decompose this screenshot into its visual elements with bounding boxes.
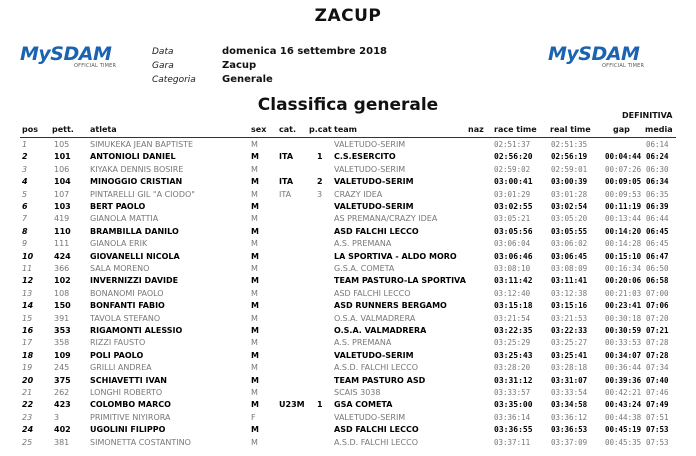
row-team: O.S.A. VALMADRERA xyxy=(334,313,416,323)
row-pett: 105 xyxy=(54,140,70,149)
row-real-time: 03:00:39 xyxy=(551,177,588,187)
table-row xyxy=(20,412,676,423)
row-race-time: 03:00:41 xyxy=(494,177,533,187)
table-row xyxy=(20,201,676,212)
row-real-time: 03:06:02 xyxy=(551,239,588,249)
row-atleta: BERT PAOLO xyxy=(90,202,146,211)
row-team: C.S.ESERCITO xyxy=(334,152,396,162)
row-pos: 5 xyxy=(22,189,28,199)
table-row xyxy=(20,139,676,150)
row-team: G.S.A. COMETA xyxy=(334,264,395,273)
row-pos: 21 xyxy=(22,388,33,397)
row-gap: 00:45:19 xyxy=(605,425,642,435)
row-race-time: 03:25:43 xyxy=(494,350,533,360)
row-sex: M xyxy=(251,363,258,373)
row-pos: 9 xyxy=(22,239,28,249)
row-sex: M xyxy=(251,152,259,162)
row-team: O.S.A. VALMADRERA xyxy=(334,326,427,335)
row-pos: 13 xyxy=(22,288,33,298)
row-sex: M xyxy=(251,375,259,385)
row-team: ASD FALCHI LECCO xyxy=(334,226,419,236)
row-team: GSA COMETA xyxy=(334,400,393,410)
table-row xyxy=(20,288,676,299)
row-atleta: BRAMBILLA DANILO xyxy=(90,226,179,236)
row-media: 07:40 xyxy=(646,375,669,385)
row-gap: 00:14:20 xyxy=(605,226,642,236)
row-gap: 00:34:07 xyxy=(605,350,642,360)
row-pos: 8 xyxy=(22,226,28,236)
row-real-time: 03:22:33 xyxy=(551,326,588,335)
row-race-time: 03:12:40 xyxy=(494,288,531,298)
row-race-time: 02:59:02 xyxy=(494,164,531,174)
header-divider xyxy=(20,137,676,138)
row-media: 07:53 xyxy=(646,425,669,435)
row-media: 06:39 xyxy=(646,202,669,211)
row-pett: 381 xyxy=(54,437,70,447)
row-pett: 104 xyxy=(54,177,71,187)
row-atleta: SALA MORENO xyxy=(90,264,150,273)
row-pett: 424 xyxy=(54,251,71,261)
row-race-time: 03:25:29 xyxy=(494,338,531,348)
row-gap: 00:44:38 xyxy=(605,412,642,422)
row-cat: U23M xyxy=(279,400,305,410)
row-gap: 00:14:28 xyxy=(605,239,642,249)
table-row xyxy=(20,151,676,162)
row-pos: 20 xyxy=(22,375,34,385)
row-media: 07:28 xyxy=(646,350,669,360)
row-pett: 106 xyxy=(54,164,70,174)
status-label: DEFINITIVA xyxy=(622,111,673,120)
table-row xyxy=(20,387,676,398)
row-sex: M xyxy=(251,425,259,435)
row-media: 07:20 xyxy=(646,313,669,323)
row-sex: M xyxy=(251,288,258,298)
row-media: 07:21 xyxy=(646,326,669,335)
table-header xyxy=(0,125,696,137)
row-gap: 00:36:44 xyxy=(605,363,642,373)
row-team: TEAM PASTURO ASD xyxy=(334,375,426,385)
table-row xyxy=(20,424,676,435)
row-atleta: GRILLI ANDREA xyxy=(90,363,152,373)
col-sex: sex xyxy=(251,125,267,134)
row-gap: 00:33:53 xyxy=(605,338,642,348)
col-cat: cat. xyxy=(279,125,297,134)
row-atleta: COLOMBO MARCO xyxy=(90,400,171,410)
row-team: ASD FALCHI LECCO xyxy=(334,288,411,298)
row-pett: 358 xyxy=(54,338,70,348)
row-media: 07:49 xyxy=(646,400,669,410)
row-pett: 402 xyxy=(54,425,71,435)
row-media: 07:00 xyxy=(646,288,669,298)
row-media: 06:24 xyxy=(646,152,669,162)
row-cat: ITA xyxy=(279,177,294,187)
ranking-title: Classifica generale xyxy=(257,95,439,115)
row-atleta: RIGAMONTI ALESSIO xyxy=(90,326,183,335)
row-atleta: BONANOMI PAOLO xyxy=(90,288,164,298)
row-race-time: 03:08:10 xyxy=(494,264,531,273)
row-pett: 353 xyxy=(54,326,71,335)
row-pos: 25 xyxy=(22,437,33,447)
page-title: ZACUP xyxy=(314,6,382,26)
row-team: ASD FALCHI LECCO xyxy=(334,425,419,435)
row-pett: 245 xyxy=(54,363,70,373)
row-sex: M xyxy=(251,276,259,286)
table-row xyxy=(20,375,676,386)
row-real-time: 02:56:19 xyxy=(551,152,588,162)
row-atleta: SIMONETTA COSTANTINO xyxy=(90,437,191,447)
row-race-time: 03:33:57 xyxy=(494,388,531,397)
table-row xyxy=(20,399,676,410)
row-atleta: ANTONIOLI DANIEL xyxy=(90,152,176,162)
logo-wordmark: MySDAM xyxy=(548,43,640,65)
row-sex: M xyxy=(251,313,258,323)
row-real-time: 03:36:53 xyxy=(551,425,588,435)
row-pos: 14 xyxy=(22,301,34,311)
row-sex: M xyxy=(251,326,259,335)
col-gap: gap xyxy=(613,125,630,134)
row-pett: 108 xyxy=(54,288,70,298)
col-race-time: race time xyxy=(494,125,537,134)
row-pcat: 1 xyxy=(317,152,323,162)
row-race-time: 03:37:11 xyxy=(494,437,531,447)
row-pos: 12 xyxy=(22,276,34,286)
row-pos: 16 xyxy=(22,326,34,335)
table-row xyxy=(20,337,676,348)
row-media: 06:35 xyxy=(646,189,669,199)
row-pcat: 3 xyxy=(317,189,323,199)
meta-label-gara: Gara xyxy=(152,61,174,71)
row-race-time: 02:51:37 xyxy=(494,140,531,149)
row-team: AS PREMANA/CRAZY IDEA xyxy=(334,214,438,224)
row-gap: 00:11:19 xyxy=(605,202,642,211)
col-atleta: atleta xyxy=(90,125,117,134)
row-race-time: 03:06:04 xyxy=(494,239,531,249)
row-team: TEAM PASTURO-LA SPORTIVA xyxy=(334,276,466,286)
row-gap: 00:16:34 xyxy=(605,264,642,273)
row-team: A.S.D. FALCHI LECCO xyxy=(334,437,419,447)
row-team: VALETUDO-SERIM xyxy=(334,164,406,174)
row-team: A.S. PREMANA xyxy=(334,338,392,348)
row-atleta: UGOLINI FILIPPO xyxy=(90,425,166,435)
row-real-time: 03:02:54 xyxy=(551,202,588,211)
table-row xyxy=(20,437,676,448)
row-race-time: 03:01:29 xyxy=(494,189,531,199)
row-race-time: 03:36:55 xyxy=(494,425,533,435)
row-pos: 15 xyxy=(22,313,33,323)
table-row xyxy=(20,350,676,361)
row-media: 07:46 xyxy=(646,388,669,397)
row-pett: 262 xyxy=(54,388,70,397)
row-pett: 101 xyxy=(54,152,71,162)
row-gap: 00:09:05 xyxy=(605,177,642,187)
row-sex: M xyxy=(251,239,258,249)
logo-subtitle: OFFICIAL TIMER xyxy=(74,63,117,69)
row-pos: 2 xyxy=(22,152,28,162)
row-atleta: GIANOLA ERIK xyxy=(90,239,148,249)
row-team: LA SPORTIVA - ALDO MORO xyxy=(334,251,457,261)
row-atleta: SIMUKEKA JEAN BAPTISTE xyxy=(90,140,194,149)
row-sex: M xyxy=(251,202,259,211)
row-pett: 102 xyxy=(54,276,71,286)
row-real-time: 03:08:09 xyxy=(551,264,588,273)
col-pos: pos xyxy=(22,125,38,134)
row-race-time: 03:15:18 xyxy=(494,301,533,311)
row-media: 06:34 xyxy=(646,177,669,187)
mysdam-logo-left xyxy=(20,44,138,70)
row-real-time: 03:15:16 xyxy=(551,301,588,311)
row-race-time: 02:56:20 xyxy=(494,152,533,162)
logo-subtitle: OFFICIAL TIMER xyxy=(602,63,645,69)
row-race-time: 03:05:21 xyxy=(494,214,531,224)
row-gap: 00:07:26 xyxy=(605,164,642,174)
row-pos: 3 xyxy=(22,164,28,174)
row-real-time: 03:33:54 xyxy=(551,388,588,397)
row-sex: M xyxy=(251,301,259,311)
row-team: CRAZY IDEA xyxy=(334,189,383,199)
row-media: 06:45 xyxy=(646,239,669,249)
meta-value-data: domenica 16 settembre 2018 xyxy=(222,46,388,57)
row-atleta: PINTARELLI GIL "A CIODO" xyxy=(90,189,195,199)
row-pos: 18 xyxy=(22,350,34,360)
row-race-time: 03:35:00 xyxy=(494,400,533,410)
row-pos: 22 xyxy=(22,400,34,410)
row-real-time: 03:36:12 xyxy=(551,412,588,422)
row-media: 06:30 xyxy=(646,164,669,174)
table-row xyxy=(20,263,676,274)
row-real-time: 03:21:53 xyxy=(551,313,588,323)
row-race-time: 03:36:14 xyxy=(494,412,531,422)
row-pos: 4 xyxy=(22,177,28,187)
row-pos: 1 xyxy=(22,140,28,149)
row-team: ASD RUNNERS BERGAMO xyxy=(334,301,447,311)
row-media: 06:44 xyxy=(646,214,669,224)
row-real-time: 03:34:58 xyxy=(551,400,588,410)
row-media: 07:06 xyxy=(646,301,669,311)
row-race-time: 03:05:56 xyxy=(494,226,533,236)
row-media: 07:28 xyxy=(646,338,669,348)
col-pcat: p.cat xyxy=(309,125,332,134)
row-atleta: SCHIAVETTI IVAN xyxy=(90,375,167,385)
row-team: A.S.D. FALCHI LECCO xyxy=(334,363,419,373)
row-atleta: GIANOLA MATTIA xyxy=(90,214,159,224)
col-naz: naz xyxy=(468,125,484,134)
table-row xyxy=(20,238,676,249)
col-media: media xyxy=(645,125,673,134)
mysdam-logo-right xyxy=(548,44,666,70)
row-team: VALETUDO-SERIM xyxy=(334,202,414,211)
row-team: SCAIS 3038 xyxy=(334,388,381,397)
row-atleta: GIOVANELLI NICOLA xyxy=(90,251,180,261)
row-real-time: 03:31:07 xyxy=(551,375,588,385)
row-pett: 391 xyxy=(54,313,70,323)
row-real-time: 02:59:01 xyxy=(551,164,588,174)
row-pett: 366 xyxy=(54,264,70,273)
row-pett: 419 xyxy=(54,214,70,224)
row-race-time: 03:28:20 xyxy=(494,363,531,373)
row-race-time: 03:06:46 xyxy=(494,251,533,261)
row-real-time: 02:51:35 xyxy=(551,140,588,149)
row-media: 07:51 xyxy=(646,412,669,422)
row-pcat: 2 xyxy=(317,177,323,187)
table-row xyxy=(20,176,676,187)
row-sex: M xyxy=(251,140,258,149)
row-media: 06:14 xyxy=(646,140,669,149)
row-pos: 6 xyxy=(22,202,28,211)
row-real-time: 03:05:20 xyxy=(551,214,588,224)
row-real-time: 03:37:09 xyxy=(551,437,588,447)
row-media: 06:58 xyxy=(646,276,669,286)
row-gap: 00:09:53 xyxy=(605,189,642,199)
row-pos: 10 xyxy=(22,251,34,261)
row-pett: 150 xyxy=(54,301,71,311)
row-pos: 11 xyxy=(22,264,33,273)
row-gap: 00:42:21 xyxy=(605,388,642,397)
row-team: VALETUDO-SERIM xyxy=(334,177,414,187)
row-atleta: POLI PAOLO xyxy=(90,350,144,360)
meta-label-categoria: Categoria xyxy=(152,75,196,85)
row-gap: 00:21:03 xyxy=(605,288,642,298)
row-pett: 423 xyxy=(54,400,71,410)
col-pett: pett. xyxy=(52,125,74,134)
row-atleta: LONGHI ROBERTO xyxy=(90,388,163,397)
row-team: VALETUDO-SERIM xyxy=(334,350,414,360)
row-media: 07:53 xyxy=(646,437,669,447)
row-sex: M xyxy=(251,251,259,261)
col-team: team xyxy=(334,125,357,134)
row-real-time: 03:25:27 xyxy=(551,338,588,348)
table-row xyxy=(20,313,676,324)
row-pett: 375 xyxy=(54,375,71,385)
table-row xyxy=(20,189,676,200)
row-pos: 7 xyxy=(22,214,28,224)
row-real-time: 03:11:41 xyxy=(551,276,588,286)
row-gap: 00:15:10 xyxy=(605,251,642,261)
row-gap: 00:43:24 xyxy=(605,400,642,410)
row-real-time: 03:28:18 xyxy=(551,363,588,373)
row-sex: M xyxy=(251,400,259,410)
row-gap: 00:20:06 xyxy=(605,276,642,286)
row-pos: 17 xyxy=(22,338,33,348)
row-gap: 00:04:44 xyxy=(605,152,642,162)
col-real-time: real time xyxy=(550,125,591,134)
row-gap: 00:23:41 xyxy=(605,301,642,311)
row-atleta: RIZZI FAUSTO xyxy=(90,338,146,348)
row-gap: 00:30:59 xyxy=(605,326,642,335)
row-sex: M xyxy=(251,350,259,360)
logo-wordmark: MySDAM xyxy=(20,43,112,65)
row-team: A.S. PREMANA xyxy=(334,239,392,249)
row-sex: M xyxy=(251,437,258,447)
meta-label-data: Data xyxy=(152,47,174,57)
row-atleta: BONFANTI FABIO xyxy=(90,301,165,311)
row-cat: ITA xyxy=(279,152,294,162)
row-sex: M xyxy=(251,264,258,273)
row-gap: 00:30:18 xyxy=(605,313,642,323)
meta-value-gara: Zacup xyxy=(222,60,257,71)
row-gap: 00:39:36 xyxy=(605,375,642,385)
row-pos: 19 xyxy=(22,363,33,373)
row-pos: 24 xyxy=(22,425,34,435)
row-real-time: 03:12:38 xyxy=(551,288,588,298)
row-atleta: MINOGGIO CRISTIAN xyxy=(90,177,183,187)
row-atleta: PRIMITIVE NIYIRORA xyxy=(90,412,171,422)
row-sex: M xyxy=(251,338,258,348)
row-pett: 111 xyxy=(54,239,70,249)
row-gap: 00:13:44 xyxy=(605,214,642,224)
row-pett: 3 xyxy=(54,412,60,422)
row-atleta: INVERNIZZI DAVIDE xyxy=(90,276,179,286)
row-sex: M xyxy=(251,214,258,224)
row-race-time: 03:31:12 xyxy=(494,375,533,385)
row-media: 06:50 xyxy=(646,264,669,273)
table-row xyxy=(20,164,676,175)
row-race-time: 03:11:42 xyxy=(494,276,533,286)
row-atleta: KIYAKA DENNIS BOSIRE xyxy=(90,164,184,174)
row-sex: M xyxy=(251,189,258,199)
table-row xyxy=(20,226,676,237)
table-row xyxy=(20,325,676,336)
table-row xyxy=(20,300,676,311)
row-sex: M xyxy=(251,164,258,174)
row-pcat: 1 xyxy=(317,400,323,410)
row-atleta: TAVOLA STEFANO xyxy=(90,313,161,323)
row-sex: M xyxy=(251,388,258,397)
row-sex: F xyxy=(251,412,256,422)
row-media: 07:34 xyxy=(646,363,669,373)
table-row xyxy=(20,213,676,224)
row-pett: 103 xyxy=(54,202,71,211)
row-media: 06:47 xyxy=(646,251,669,261)
row-race-time: 03:02:55 xyxy=(494,202,533,211)
row-real-time: 03:06:45 xyxy=(551,251,588,261)
table-row xyxy=(20,362,676,373)
row-race-time: 03:22:35 xyxy=(494,326,533,335)
row-pos: 23 xyxy=(22,412,33,422)
row-race-time: 03:21:54 xyxy=(494,313,531,323)
row-pett: 110 xyxy=(54,226,71,236)
row-cat: ITA xyxy=(279,189,292,199)
row-pett: 109 xyxy=(54,350,71,360)
row-gap: 00:45:35 xyxy=(605,437,642,447)
row-team: VALETUDO-SERIM xyxy=(334,140,406,149)
row-sex: M xyxy=(251,226,259,236)
row-team: VALETUDO-SERIM xyxy=(334,412,406,422)
table-row xyxy=(20,275,676,286)
row-pett: 107 xyxy=(54,189,70,199)
row-media: 06:45 xyxy=(646,226,669,236)
meta-value-categoria: Generale xyxy=(222,74,273,85)
table-row xyxy=(20,251,676,262)
row-sex: M xyxy=(251,177,259,187)
row-real-time: 03:05:55 xyxy=(551,226,588,236)
row-real-time: 03:01:28 xyxy=(551,189,588,199)
row-real-time: 03:25:41 xyxy=(551,350,588,360)
